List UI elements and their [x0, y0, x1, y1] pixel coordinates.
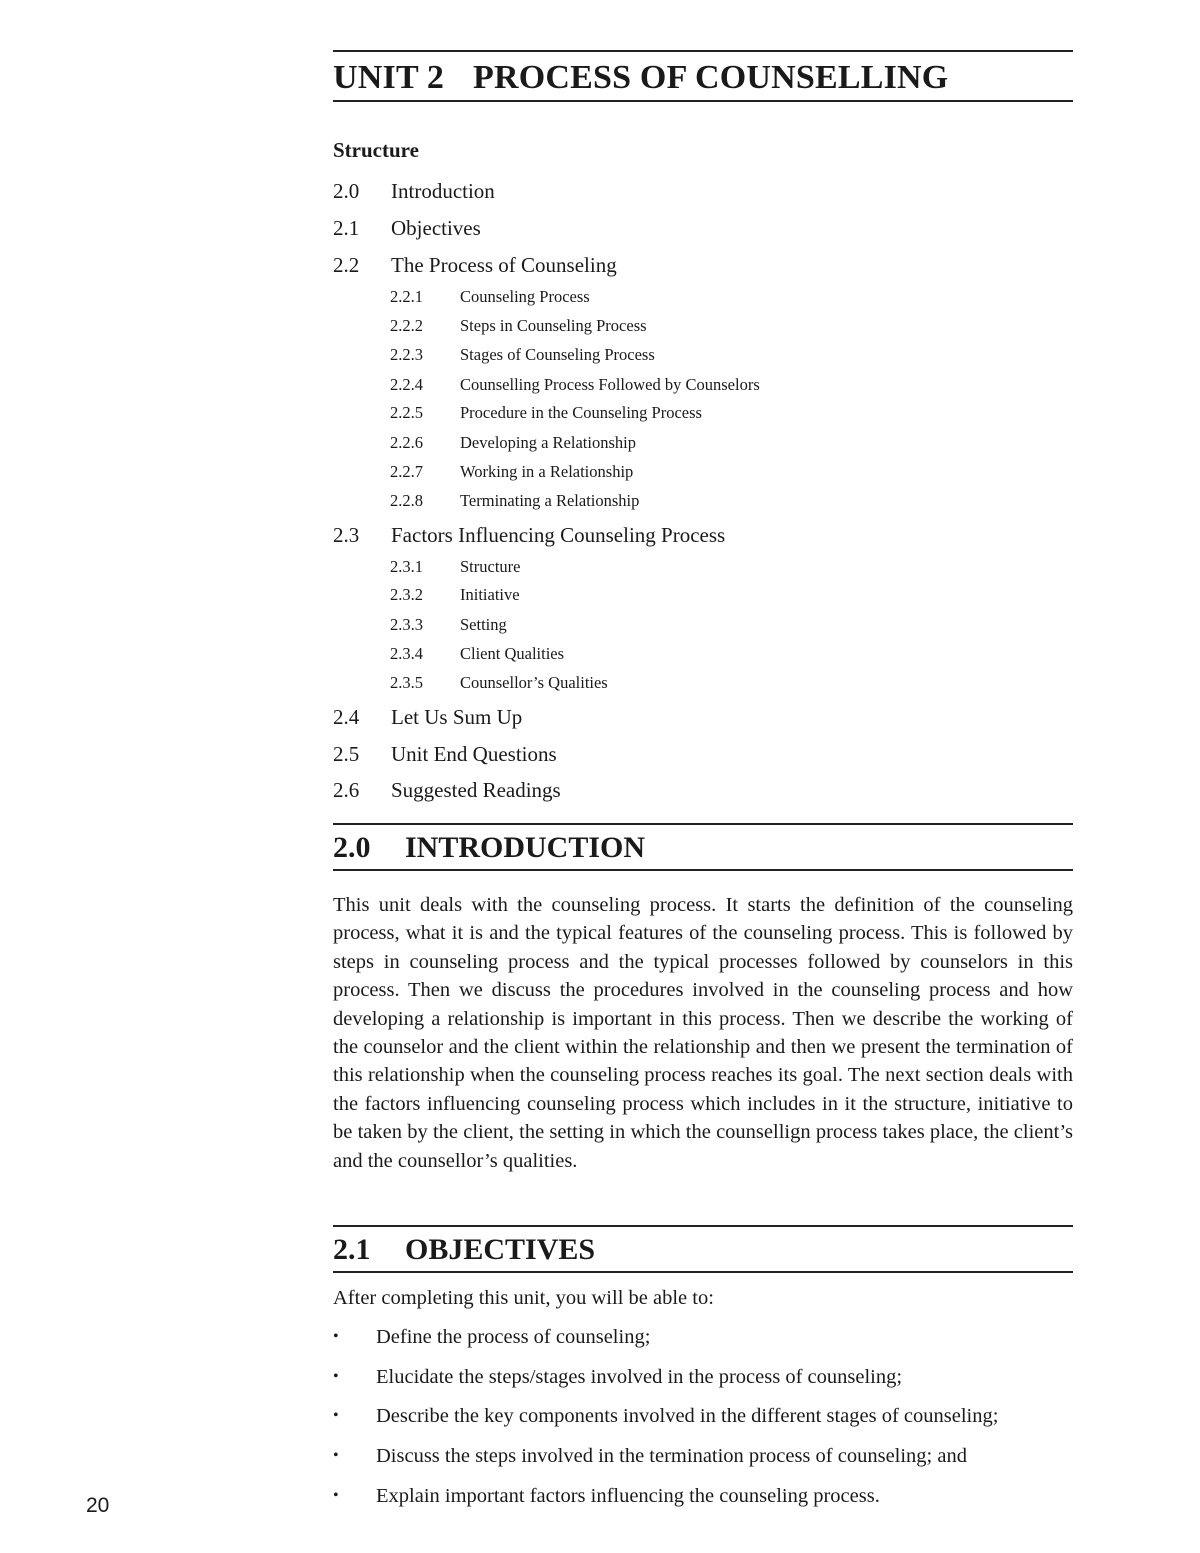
toc-label: Let Us Sum Up [391, 705, 523, 729]
toc-label: Setting [460, 615, 507, 634]
toc-label: Structure [460, 557, 521, 576]
toc-item [333, 523, 725, 548]
toc-number: 2.0 [333, 179, 360, 203]
toc-item [333, 705, 522, 730]
toc-number: 2.2.2 [390, 316, 423, 335]
toc-number: 2.3 [333, 523, 360, 547]
toc-number: 2.5 [333, 742, 360, 766]
toc-label: Objectives [391, 216, 481, 240]
toc-number: 2.2.6 [390, 433, 423, 452]
section-title [333, 825, 1073, 869]
toc-subitem [390, 673, 608, 693]
toc-number: 2.3.2 [390, 585, 423, 604]
toc-subitem [390, 375, 760, 395]
toc-number: 2.2.3 [390, 345, 423, 364]
objective-item [333, 1485, 1093, 1508]
section-number: 2.0 [333, 831, 371, 864]
toc-label: Suggested Readings [391, 778, 561, 802]
objective-text: Elucidate the steps/stages involved in the process of counseling; [376, 1366, 903, 1388]
toc-item [333, 216, 481, 241]
toc-subitem [390, 287, 590, 307]
toc-number: 2.2 [333, 253, 360, 277]
introduction-paragraph: This unit deals with the counseling process. It starts the definition of the counseling process, what it is and the typical features of the counseling process. This is followed by steps in counseling process and the typical processes followed by counselors in this process. Then we discuss the procedures involved in the counseling process and how developing a relationship is important in this process. Then we describe the working of the counselor and the client within the relationship and then we present the termination of this relationship when the counseling process reaches its goal. The next section deals with the factors influencing counseling process which includes in it the structure, initiative to be taken by the client, the setting in which the counsellign process takes place, the client’s and the counsellor’s qualities. [333, 894, 1073, 1172]
toc-label: Unit End Questions [391, 742, 557, 766]
toc-subitem [390, 585, 520, 605]
bullet-icon: • [333, 1368, 339, 1385]
toc-subitem [390, 403, 702, 423]
section-title [333, 1227, 1073, 1271]
toc-label: Procedure in the Counseling Process [460, 403, 702, 422]
toc-item [333, 742, 557, 767]
toc-number: 2.2.7 [390, 462, 423, 481]
toc-number: 2.2.8 [390, 491, 423, 510]
unit-number: UNIT 2 [333, 59, 445, 96]
toc-subitem [390, 316, 647, 336]
toc-item [333, 179, 495, 204]
toc-subitem [390, 615, 507, 635]
section-heading-objectives [333, 1225, 1073, 1273]
toc-label: Terminating a Relationship [460, 491, 640, 510]
title-rule-bottom [333, 100, 1073, 102]
structure-heading: Structure [333, 138, 419, 162]
objective-item [333, 1445, 1093, 1468]
objective-text: Discuss the steps involved in the termination process of counseling; and [376, 1445, 967, 1467]
toc-label: Counsellor’s Qualities [460, 673, 608, 692]
toc-label: Client Qualities [460, 644, 565, 663]
bullet-icon: • [333, 1447, 339, 1464]
bullet-icon: • [333, 1407, 339, 1424]
objective-text: Define the process of counseling; [376, 1326, 651, 1348]
objective-item [333, 1326, 1093, 1349]
toc-label: Factors Influencing Counseling Process [391, 523, 726, 547]
toc-label: Stages of Counseling Process [460, 345, 655, 364]
toc-label: Initiative [460, 585, 520, 604]
toc-number: 2.3.4 [390, 644, 423, 663]
section-number: 2.1 [333, 1233, 371, 1266]
toc-label: Counseling Process [460, 287, 590, 306]
toc-number: 2.6 [333, 778, 360, 802]
toc-number: 2.2.4 [390, 375, 423, 394]
toc-label: Steps in Counseling Process [460, 316, 647, 335]
toc-number: 2.4 [333, 705, 360, 729]
section-heading-introduction [333, 823, 1073, 871]
section-title-text: OBJECTIVES [405, 1233, 596, 1266]
toc-number: 2.3.1 [390, 557, 423, 576]
unit-title-text: PROCESS OF COUNSELLING [473, 59, 949, 96]
toc-subitem [390, 644, 564, 664]
toc-number: 2.3.3 [390, 615, 423, 634]
page-number: 20 [86, 1494, 110, 1517]
toc-number: 2.2.5 [390, 403, 423, 422]
toc-subitem [390, 557, 520, 577]
toc-label: Introduction [391, 179, 495, 203]
bullet-icon: • [333, 1328, 339, 1345]
toc-item [333, 778, 561, 803]
toc-number: 2.2.1 [390, 287, 423, 306]
objectives-intro: After completing this unit, you will be able to: [333, 1287, 714, 1309]
section-rule-bottom [333, 1271, 1073, 1273]
objective-text: Explain important factors influencing the counseling process. [376, 1485, 880, 1507]
toc-number: 2.3.5 [390, 673, 423, 692]
section-rule-bottom [333, 869, 1073, 871]
toc-label: Counselling Process Followed by Counselors [460, 375, 760, 394]
section-title-text: INTRODUCTION [405, 831, 646, 864]
toc-subitem [390, 462, 633, 482]
unit-title-block [333, 50, 1073, 102]
toc-subitem [390, 433, 636, 453]
objective-item [333, 1405, 1093, 1428]
toc-subitem [390, 491, 639, 511]
bullet-icon: • [333, 1487, 339, 1504]
toc-label: Working in a Relationship [460, 462, 634, 481]
unit-title [333, 52, 1073, 100]
toc-subitem [390, 345, 655, 365]
toc-label: The Process of Counseling [391, 253, 617, 277]
toc-number: 2.1 [333, 216, 360, 240]
objective-item [333, 1366, 1093, 1389]
objective-text: Describe the key components involved in the different stages of counseling; [376, 1405, 999, 1427]
toc-item [333, 253, 617, 278]
toc-label: Developing a Relationship [460, 433, 636, 452]
